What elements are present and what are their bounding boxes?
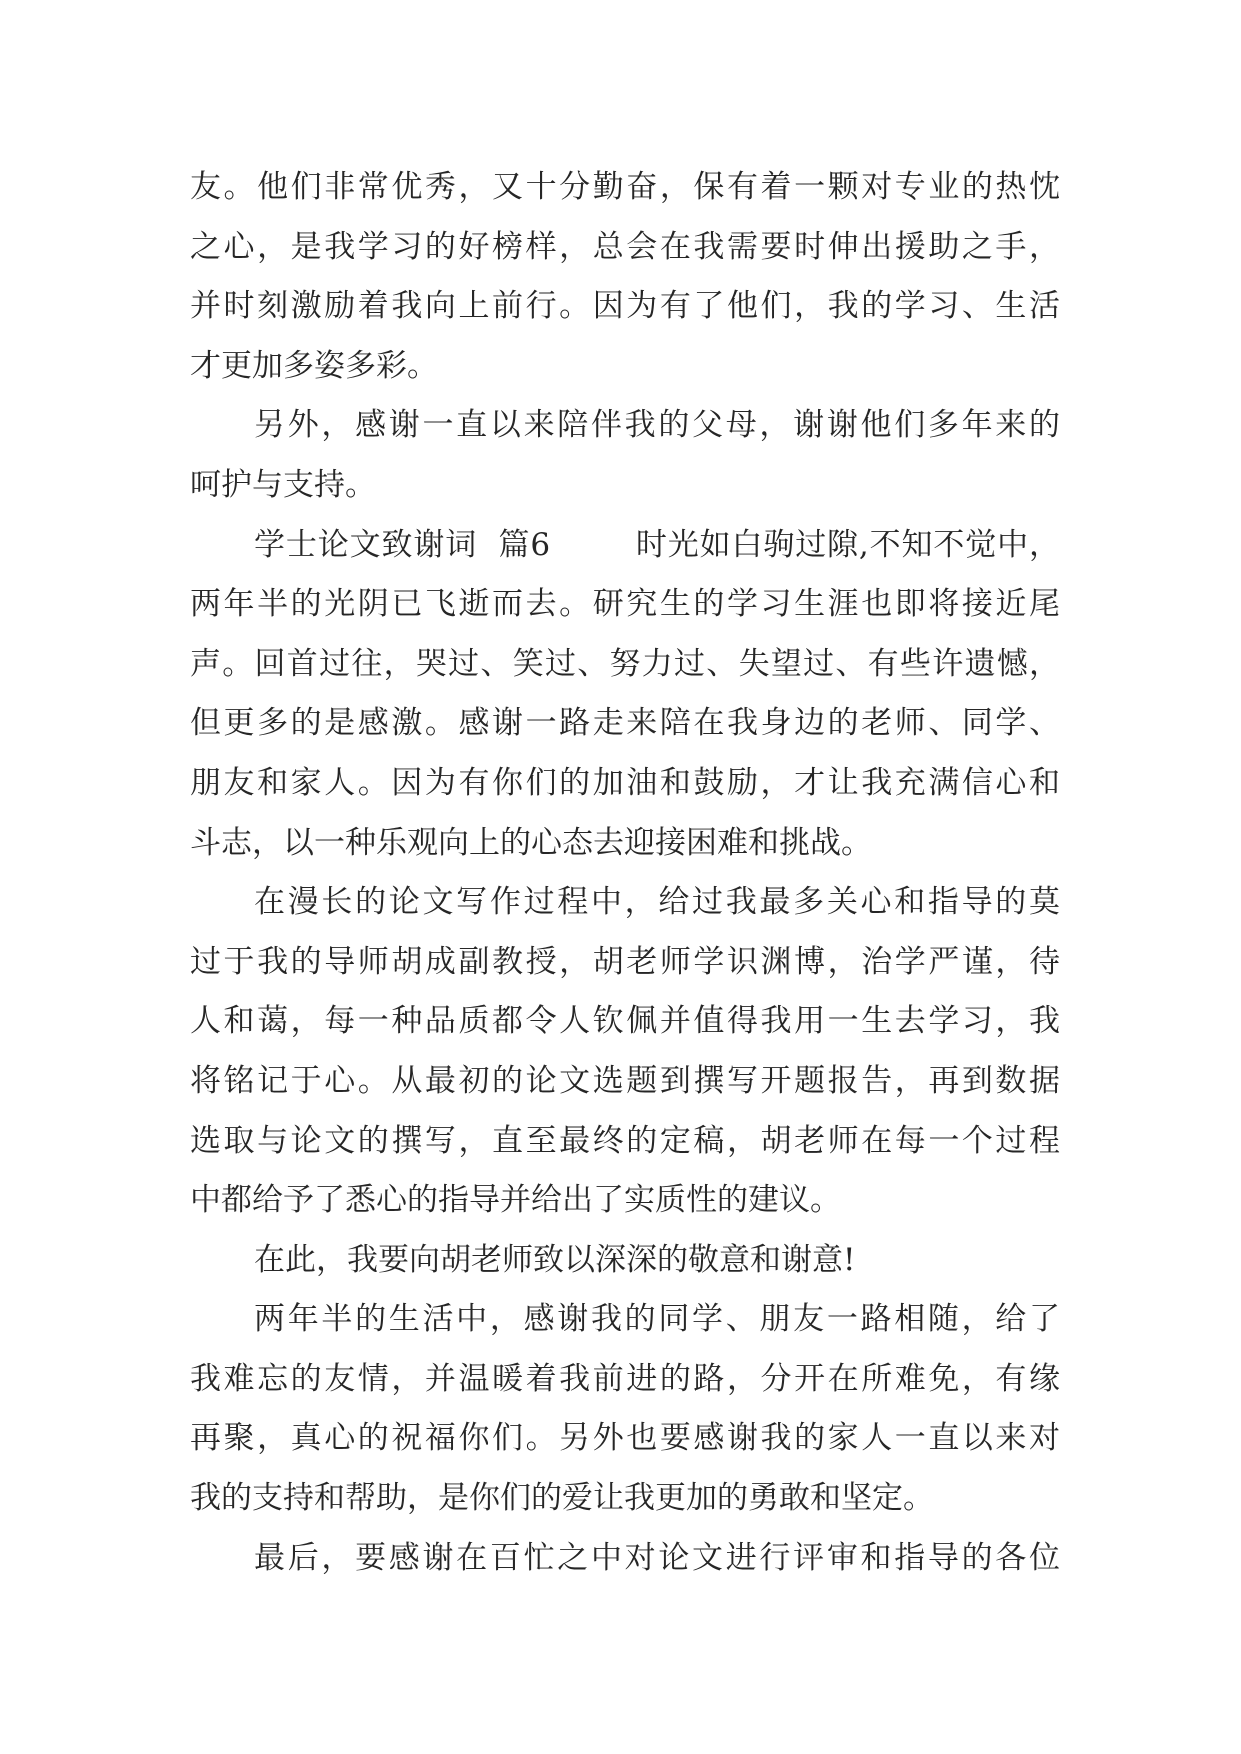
text-line: 在漫长的论文写作过程中，给过我最多关心和指导的莫 [254, 884, 1060, 921]
text-line: 再聚，真心的祝福你们。另外也要感谢我的家人一直以来对 [190, 1420, 1060, 1457]
text-line: 友。他们非常优秀，又十分勤奋，保有着一颗对专业的热忱 [190, 169, 1060, 205]
text-line: 之心，是我学习的好榜样，总会在我需要时伸出援助之手， [190, 228, 1060, 265]
text-line: 两年半的光阴已飞逝而去。研究生的学习生涯也即将接近尾 [190, 586, 1060, 623]
text-line: 斗志，以一种乐观向上的心态去迎接困难和挑战。 [190, 824, 872, 861]
text-line: 另外，感谢一直以来陪伴我的父母，谢谢他们多年来的 [254, 407, 1060, 444]
text-line: 中都给予了悉心的指导并给出了实质性的建议。 [190, 1182, 841, 1219]
text-line: 在此，我要向胡老师致以深深的敬意和谢意! [254, 1241, 856, 1278]
text-line: 朋友和家人。因为有你们的加油和鼓励，才让我充满信心和 [190, 764, 1060, 801]
text-line: 我的支持和帮助，是你们的爱让我更加的勇敢和坚定。 [190, 1480, 934, 1517]
text-line: 两年半的生活中，感谢我的同学、朋友一路相随，给了 [254, 1301, 1060, 1338]
text-line: 并时刻激励着我向上前行。因为有了他们，我的学习、生活 [190, 288, 1060, 325]
text-line: 过于我的导师胡成副教授，胡老师学识渊博，治学严谨，待 [190, 943, 1060, 980]
text-line: 才更加多姿多彩。 [190, 347, 438, 384]
text-line: 将铭记于心。从最初的论文选题到撰写开题报告，再到数据 [190, 1062, 1060, 1099]
text-line: 呵护与支持。 [190, 466, 376, 503]
body-text [190, 158, 1060, 1588]
text-line: 但更多的是感激。感谢一路走来陪在我身边的老师、同学、 [190, 705, 1060, 742]
text-line: 我难忘的友情，并温暖着我前进的路，分开在所难免，有缘 [190, 1360, 1060, 1397]
section-heading-line: 学士论文致谢词 篇6 时光如白驹过隙,不知不觉中， [254, 526, 1060, 563]
text-line: 声。回首过往，哭过、笑过、努力过、失望过、有些许遗憾， [190, 645, 1060, 682]
text-line: 选取与论文的撰写，直至最终的定稿，胡老师在每一个过程 [190, 1122, 1060, 1159]
text-line: 最后，要感谢在百忙之中对论文进行评审和指导的各位 [254, 1539, 1060, 1576]
text-line: 人和蔼，每一种品质都令人钦佩并值得我用一生去学习，我 [190, 1003, 1060, 1040]
